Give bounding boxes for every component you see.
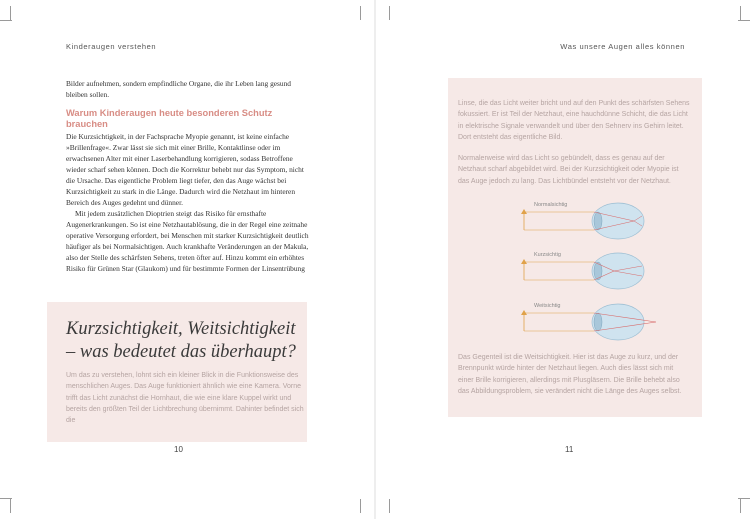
page-number-left: 10 — [174, 445, 183, 454]
eye-lens — [594, 313, 602, 331]
body-paragraph-1: Die Kurzsichtigkeit, in der Fachsprache Myopie genannt, ist keine einfache »Brillenfrage«. Zwar lässt sie sich mit einer Brille, Kontaktlinse oder im erwachsenen Alter mit einer Laserbehandlung korrigieren, sodass Betroffene wieder scharf sehen können. Doch die Korrektur behebt nur das Symptom, nicht die Ursache. Das eigentliche Problem liegt tiefer, den das Auge wächst bei Kurzsichtigkeit zu stark in die Länge. Dadurch wird die Netzhaut im hinteren Bereich des Auges gedehnt und dünner. — [66, 132, 304, 207]
book-spine — [374, 0, 376, 519]
diagram-label-0: Normalsichtig — [534, 202, 568, 208]
page-number-right: 11 — [565, 445, 574, 454]
crop-mark — [0, 498, 12, 499]
box-text-right-bottom — [458, 352, 690, 407]
intro-text — [66, 78, 310, 100]
diagram-label-2: Weitsichtig — [534, 303, 561, 309]
section-heading: Warum Kinderaugen heute besonderen Schutz brauchen — [66, 108, 273, 129]
crop-mark — [360, 499, 361, 513]
crop-mark — [360, 6, 361, 20]
eye-lens — [594, 212, 602, 230]
right-running-header: Was unsere Augen alles können — [560, 42, 685, 51]
eye-diagram — [448, 195, 702, 345]
crop-mark — [389, 6, 390, 20]
diagram-label-1: Kurzsichtig — [534, 252, 561, 258]
box-text-right-top — [458, 98, 690, 197]
crop-mark — [740, 499, 741, 513]
crop-mark — [389, 499, 390, 513]
body-text — [66, 131, 310, 274]
object-arrow-head — [521, 259, 527, 264]
box-text-left — [66, 370, 304, 436]
object-arrow-head — [521, 310, 527, 315]
crop-mark — [738, 20, 750, 21]
box-paragraph-3: Das Gegenteil ist die Weitsichtigkeit. Hier ist das Auge zu kurz, und der Brennpunkt würde hinter der Netzhaut liegen. Auch dies lässt sich mit einer Brille korrigieren, allerdings mit Plusgläsern. Die Brille behebt also das Abbildungsproblem, sie verändert nicht die Länge des Auges selbst. — [458, 354, 682, 395]
box-paragraph-1: Linse, die das Licht weiter bricht und auf den Punkt des schärfsten Sehens fokussiert. Er ist Teil der Netzhaut, eine hauchdünne Schicht, die das Licht in elektrische Signale verwandelt und über den Sehnerv ins Gehirn leitet. Dort entsteht das eigentliche Bild. — [458, 100, 690, 141]
box-title: Kurzsichtigkeit, Weitsichtigkeit – was bedeutet das überhaupt? — [66, 319, 296, 362]
left-running-header: Kinderaugen verstehen — [66, 42, 157, 51]
object-arrow-head — [521, 209, 527, 214]
crop-mark — [10, 6, 11, 20]
box-paragraph: Um das zu verstehen, lohnt sich ein kleiner Blick in die Funktionsweise des menschlichen Auges. Das Auge funktioniert ähnlich wie eine Kamera. Vorne trifft das Licht zunächst die Hornhaut, die wie eine klare Kuppel wirkt und bereits den größten Teil der Lichtbrechung übernimmt. Dahinter befindet sich die — [66, 372, 304, 425]
crop-mark — [740, 6, 741, 20]
crop-mark — [0, 20, 12, 21]
eye-lens — [594, 262, 602, 280]
body-paragraph-2: Mit jedem zusätzlichen Dioptrien steigt das Risiko für ernsthafte Augenerkrankungen. So ist eine Netzhautablösung, die in der Regel eine zeitnahe operative Versorgung erfordert, bei Menschen mit starker Kurzsichtigkeit deutlich häufiger als bei Normalsichtigen. Auch krankhafte Veränderungen an der Makula, also der Stelle des schärfsten Sehens, treten öfter auf. Hinzu kommt ein erhöhtes Risiko für Grünen Star (Glaukom) und für bestimmte Formen der Linsentrübung — [66, 209, 309, 273]
crop-mark — [10, 499, 11, 513]
box-paragraph-2: Normalerweise wird das Licht so gebündelt, dass es genau auf der Netzhaut scharf abgebildet wird. Bei der Kurzsichtigkeit oder Myopie ist das Auge jedoch zu lang. Das Lichtbündel entsteht vor der Netzhaut. — [458, 155, 679, 185]
intro-paragraph: Bilder aufnehmen, sondern empfindliche Organe, die ihr Leben lang gesund bleiben sollen. — [66, 79, 292, 99]
crop-mark — [738, 498, 750, 499]
